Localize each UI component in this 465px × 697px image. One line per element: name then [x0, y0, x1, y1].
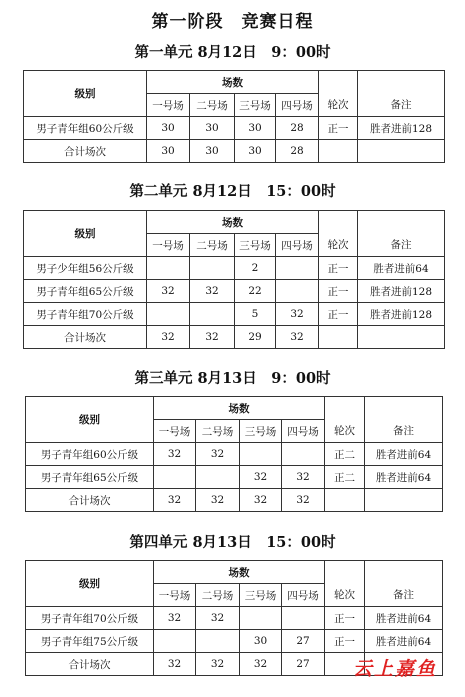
court-1-cell — [147, 303, 190, 326]
court-4-header: 四号场 — [282, 584, 325, 607]
level-cell: 男子青年组60公斤级 — [24, 117, 147, 140]
matches-header: 场数 — [154, 397, 325, 420]
unit-1-heading: 第一单元 8月12日 9：00时 — [134, 44, 331, 61]
court-3-header: 三号场 — [235, 234, 276, 257]
court-4-cell: 28 — [276, 117, 319, 140]
unit-2-heading: 第二单元 8月12日 15：00时 — [129, 183, 336, 200]
total-court-1: 32 — [154, 489, 196, 512]
round-cell: 正一 — [319, 280, 358, 303]
court-4-header: 四号场 — [282, 420, 325, 443]
court-4-cell — [282, 443, 325, 466]
matches-header: 场数 — [154, 561, 325, 584]
matches-header: 场数 — [147, 211, 319, 234]
note-header: 备注 — [358, 94, 445, 117]
round-cell: 正一 — [325, 630, 365, 653]
total-court-4: 32 — [282, 489, 325, 512]
table-row — [26, 630, 443, 653]
table-row — [26, 607, 443, 630]
court-1-cell — [147, 257, 190, 280]
note-header: 备注 — [365, 584, 443, 607]
level-cell: 男子青年组75公斤级 — [26, 630, 154, 653]
round-header: 轮次 — [325, 420, 365, 443]
round-cell: 正一 — [319, 303, 358, 326]
court-2-header: 二号场 — [190, 94, 235, 117]
court-2-cell: 32 — [190, 280, 235, 303]
court-1-header: 一号场 — [147, 94, 190, 117]
total-court-1: 32 — [147, 326, 190, 349]
court-1-cell: 32 — [154, 443, 196, 466]
court-3-cell: 30 — [235, 117, 276, 140]
total-row — [24, 326, 445, 349]
court-1-cell — [154, 630, 196, 653]
watermark-logo: 云上嘉鱼 — [352, 658, 437, 680]
level-cell: 男子青年组65公斤级 — [26, 466, 154, 489]
level-cell: 男子青年组65公斤级 — [24, 280, 147, 303]
unit-1-table — [23, 70, 445, 163]
round-cell: 正一 — [319, 257, 358, 280]
total-court-2: 32 — [190, 326, 235, 349]
table-row — [26, 466, 443, 489]
note-cell: 胜者进前128 — [358, 117, 445, 140]
level-header: 级别 — [24, 71, 147, 117]
unit-2-table — [23, 210, 445, 349]
level-cell: 男子青年组60公斤级 — [26, 443, 154, 466]
page-title: 第一阶段 竞赛日程 — [151, 12, 314, 32]
round-cell: 正一 — [325, 607, 365, 630]
court-4-cell — [276, 280, 319, 303]
court-4-cell: 27 — [282, 630, 325, 653]
court-1-header: 一号场 — [154, 420, 196, 443]
total-court-1: 30 — [147, 140, 190, 163]
court-2-cell — [190, 257, 235, 280]
total-row — [24, 140, 445, 163]
round-cell: 正二 — [325, 466, 365, 489]
court-1-header: 一号场 — [147, 234, 190, 257]
court-2-header: 二号场 — [190, 234, 235, 257]
total-court-1: 32 — [154, 653, 196, 676]
round-header: 轮次 — [319, 94, 358, 117]
unit-3-heading: 第三单元 8月13日 9：00时 — [134, 370, 331, 387]
total-court-2: 32 — [196, 653, 240, 676]
court-1-cell: 32 — [154, 607, 196, 630]
round-cell: 正一 — [319, 117, 358, 140]
matches-header: 场数 — [147, 71, 319, 94]
court-1-cell: 32 — [147, 280, 190, 303]
note-cell: 胜者进前64 — [365, 630, 443, 653]
level-cell: 男子少年组56公斤级 — [24, 257, 147, 280]
note-cell: 胜者进前128 — [358, 303, 445, 326]
level-header: 级别 — [26, 561, 154, 607]
level-header: 级别 — [24, 211, 147, 257]
court-3-cell: 5 — [235, 303, 276, 326]
total-court-3: 32 — [240, 489, 282, 512]
court-2-cell: 30 — [190, 117, 235, 140]
total-court-2: 30 — [190, 140, 235, 163]
total-court-4: 32 — [276, 326, 319, 349]
court-2-header: 二号场 — [196, 584, 240, 607]
table-row — [24, 257, 445, 280]
total-label: 合计场次 — [26, 489, 154, 512]
total-court-4: 28 — [276, 140, 319, 163]
table-row — [24, 303, 445, 326]
total-court-4: 27 — [282, 653, 325, 676]
court-4-cell: 32 — [282, 466, 325, 489]
court-3-header: 三号场 — [240, 584, 282, 607]
round-cell: 正二 — [325, 443, 365, 466]
court-2-cell — [196, 630, 240, 653]
court-3-cell — [240, 607, 282, 630]
court-2-cell — [190, 303, 235, 326]
court-3-cell: 32 — [240, 466, 282, 489]
total-label: 合计场次 — [24, 326, 147, 349]
note-cell: 胜者进前128 — [358, 280, 445, 303]
total-label: 合计场次 — [24, 140, 147, 163]
court-3-header: 三号场 — [240, 420, 282, 443]
total-court-3: 32 — [240, 653, 282, 676]
note-cell: 胜者进前64 — [365, 466, 443, 489]
court-4-cell — [276, 257, 319, 280]
total-row — [26, 489, 443, 512]
court-4-cell — [282, 607, 325, 630]
round-header: 轮次 — [319, 234, 358, 257]
court-4-header: 四号场 — [276, 234, 319, 257]
court-1-header: 一号场 — [154, 584, 196, 607]
total-court-2: 32 — [196, 489, 240, 512]
total-court-3: 30 — [235, 140, 276, 163]
court-2-header: 二号场 — [196, 420, 240, 443]
court-2-cell: 32 — [196, 443, 240, 466]
note-cell: 胜者进前64 — [365, 443, 443, 466]
unit-3-table — [25, 396, 443, 512]
level-header: 级别 — [26, 397, 154, 443]
note-cell: 胜者进前64 — [358, 257, 445, 280]
note-header: 备注 — [358, 234, 445, 257]
court-3-cell — [240, 443, 282, 466]
table-row — [26, 443, 443, 466]
level-cell: 男子青年组70公斤级 — [24, 303, 147, 326]
court-3-cell: 2 — [235, 257, 276, 280]
court-4-header: 四号场 — [276, 94, 319, 117]
court-2-cell — [196, 466, 240, 489]
note-header: 备注 — [365, 420, 443, 443]
court-2-cell: 32 — [196, 607, 240, 630]
court-3-header: 三号场 — [235, 94, 276, 117]
total-label: 合计场次 — [26, 653, 154, 676]
total-court-3: 29 — [235, 326, 276, 349]
court-3-cell: 22 — [235, 280, 276, 303]
court-1-cell — [154, 466, 196, 489]
level-cell: 男子青年组70公斤级 — [26, 607, 154, 630]
court-1-cell: 30 — [147, 117, 190, 140]
table-row — [24, 117, 445, 140]
court-3-cell: 30 — [240, 630, 282, 653]
table-row — [24, 280, 445, 303]
unit-4-heading: 第四单元 8月13日 15：00时 — [129, 534, 336, 551]
note-cell: 胜者进前64 — [365, 607, 443, 630]
court-4-cell: 32 — [276, 303, 319, 326]
round-header: 轮次 — [325, 584, 365, 607]
